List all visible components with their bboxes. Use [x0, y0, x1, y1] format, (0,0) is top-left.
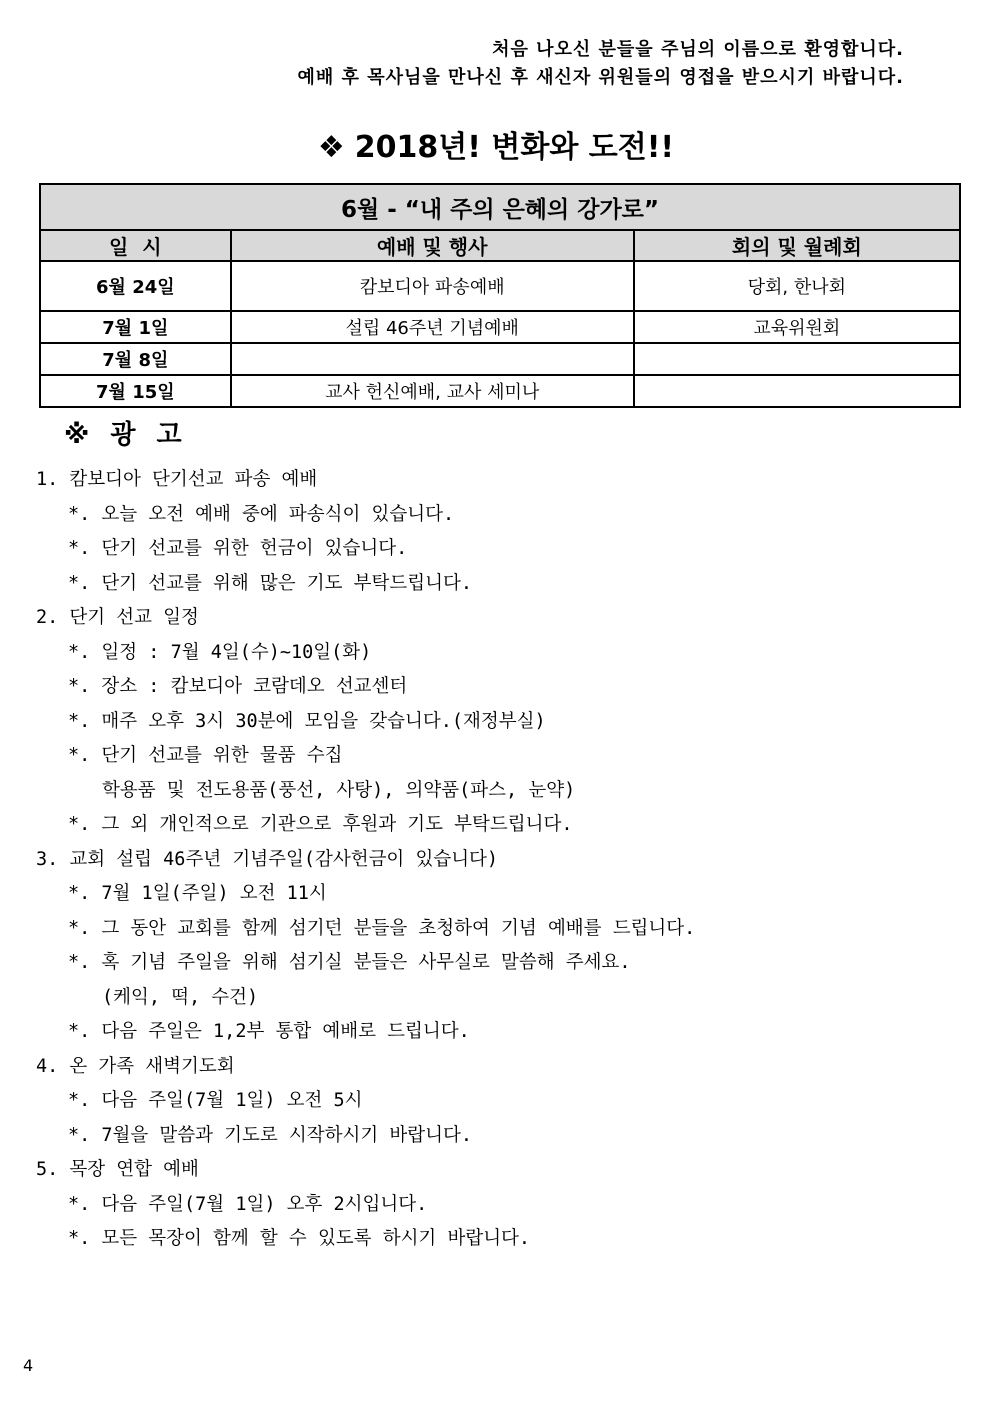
row-event: 설립 46주년 기념예배 [231, 311, 634, 343]
announcement-heading: 2. 단기 선교 일정 [36, 607, 199, 628]
announcement-line: *. 단기 선교를 위한 물품 수집 [68, 745, 343, 766]
header-date: 일 시 [40, 230, 231, 261]
row-date: 7월 1일 [40, 311, 231, 343]
row-event: 캄보디아 파송예배 [231, 261, 634, 311]
welcome-message [298, 36, 905, 92]
schedule-table [39, 183, 961, 408]
row-meeting [634, 343, 960, 375]
header-meeting: 회의 및 월례회 [634, 230, 960, 261]
announcement-line: *. 장소 : 캄보디아 코람데오 선교센터 [68, 676, 408, 697]
row-event [231, 343, 634, 375]
announcement-line: *. 일정 : 7월 4일(수)~10일(화) [68, 641, 372, 663]
welcome-line-1: 처음 나오신 분들을 주님의 이름으로 환영합니다. [492, 39, 904, 60]
announcement-line: *. 혹 기념 주일을 위해 섬기실 분들은 사무실로 말씀해 주세요. [68, 952, 631, 973]
announcement-line: *. 오늘 오전 예배 중에 파송식이 있습니다. [68, 503, 455, 525]
table-row [40, 343, 960, 375]
header-event: 예배 및 행사 [231, 230, 634, 261]
announcements-list [36, 463, 936, 1257]
announcement-line: *. 그 동안 교회를 함께 섬기던 분들을 초청하여 기념 예배를 드립니다. [68, 917, 696, 939]
table-row [40, 261, 960, 311]
announcement-line: *. 단기 선교를 위해 많은 기도 부탁드립니다. [68, 572, 473, 594]
announcement-line: *. 다음 주일(7월 1일) 오전 5시 [68, 1090, 363, 1111]
announcement-line: *. 모든 목장이 함께 할 수 있도록 하시기 바랍니다. [68, 1228, 531, 1249]
announcement-line: *. 7월을 말씀과 기도로 시작하시기 바랍니다. [68, 1124, 473, 1146]
row-meeting: 교육위원회 [634, 311, 960, 343]
announcement-line: 학용품 및 전도용품(풍선, 사탕), 의약품(파스, 눈약) [102, 779, 576, 801]
announcement-heading: 5. 목장 연합 예배 [36, 1159, 199, 1180]
announcement-line: *. 매주 오후 3시 30분에 모임을 갖습니다.(재정부실) [68, 710, 546, 732]
welcome-line-2: 예배 후 목사님을 만나신 후 새신자 위원들의 영접을 받으시기 바랍니다. [297, 67, 904, 88]
row-event: 교사 헌신예배, 교사 세미나 [231, 375, 634, 407]
diamond-icon: ❖ [317, 130, 345, 165]
announcement-line: *. 단기 선교를 위한 헌금이 있습니다. [68, 538, 408, 559]
schedule-banner: 6월 - “내 주의 은혜의 강가로” [40, 184, 960, 230]
page-number: 4 [23, 1356, 34, 1375]
announcement-line: *. 다음 주일은 1,2부 통합 예배로 드립니다. [68, 1021, 470, 1042]
row-meeting [634, 375, 960, 407]
row-date: 6월 24일 [40, 261, 231, 311]
row-date: 7월 8일 [40, 343, 231, 375]
announcements-title: ※ 광 고 [64, 420, 188, 450]
page-title [0, 122, 992, 166]
announcement-line: *. 그 외 개인적으로 기관으로 후원과 기도 부탁드립니다. [68, 814, 573, 835]
table-row [40, 311, 960, 343]
announcement-line: *. 다음 주일(7월 1일) 오후 2시입니다. [68, 1193, 428, 1215]
row-date: 7월 15일 [40, 375, 231, 407]
announcement-heading: 4. 온 가족 새벽기도회 [36, 1055, 235, 1077]
table-row [40, 375, 960, 407]
announcement-heading: 1. 캄보디아 단기선교 파송 예배 [36, 469, 318, 490]
announcement-line: (케익, 떡, 수건) [102, 986, 259, 1008]
page-title-text: 2018년! 변화와 도전!! [354, 130, 675, 165]
row-meeting: 당회, 한나회 [634, 261, 960, 311]
announcement-line: *. 7월 1일(주일) 오전 11시 [68, 883, 327, 904]
announcement-heading: 3. 교회 설립 46주년 기념주일(감사헌금이 있습니다) [36, 848, 499, 870]
